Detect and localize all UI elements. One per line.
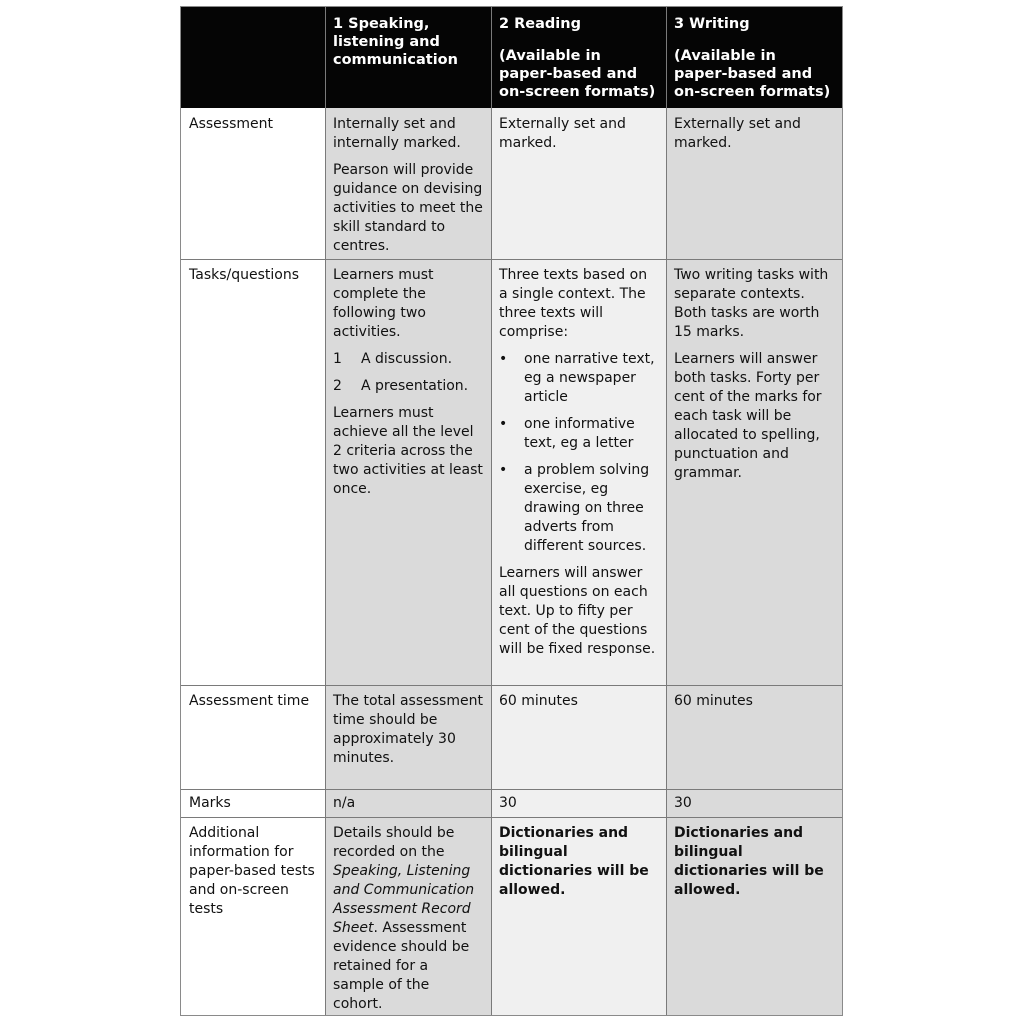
marks-reading xyxy=(491,789,666,817)
list-number: 1 xyxy=(333,351,342,367)
row-label-assessment xyxy=(181,108,325,259)
additional-speaking-post: . Assessment evidence should be retained for a sample of the cohort. xyxy=(333,920,470,1012)
additional-speaking-pre: Details should be recorded on the xyxy=(333,825,455,860)
row-divider xyxy=(181,685,842,686)
column-divider xyxy=(325,7,326,1015)
assessment-writing-text: Externally set and marked. xyxy=(674,116,801,151)
time-reading-text: 60 minutes xyxy=(499,693,578,709)
row-label-tasks xyxy=(181,259,325,685)
tasks-speaking-intro: Learners must complete the following two activities. xyxy=(333,267,434,340)
tasks-reading-outro: Learners will answer all questions on each text. Up to fifty per cent of the questions will be fixed response. xyxy=(499,565,656,657)
list-text: one narrative text, eg a newspaper article xyxy=(524,351,655,405)
list-text: one informative text, eg a letter xyxy=(524,416,635,451)
list-item xyxy=(499,461,658,556)
tasks-reading xyxy=(491,259,666,685)
list-text: A presentation. xyxy=(361,378,469,394)
header-speaking xyxy=(325,7,491,108)
additional-reading xyxy=(491,817,666,1015)
tasks-speaking xyxy=(325,259,491,685)
additional-writing-text: Dictionaries and bilingual dictionaries will be allowed. xyxy=(674,825,824,898)
assessment-table xyxy=(180,6,843,1016)
row-divider xyxy=(181,789,842,790)
additional-reading-text: Dictionaries and bilingual dictionaries will be allowed. xyxy=(499,825,649,898)
assessment-speaking-p2: Pearson will provide guidance on devising activities to meet the skill standard to centres. xyxy=(333,162,483,254)
time-speaking xyxy=(325,685,491,789)
assessment-speaking-p1: Internally set and internally marked. xyxy=(333,116,461,151)
assessment-reading xyxy=(491,108,666,259)
row-divider xyxy=(181,259,842,260)
additional-speaking xyxy=(325,817,491,1015)
time-speaking-text: The total assessment time should be approximately 30 minutes. xyxy=(333,693,483,766)
assessment-speaking xyxy=(325,108,491,259)
marks-writing xyxy=(666,789,842,817)
bullet-icon: • xyxy=(499,416,508,432)
column-divider xyxy=(491,7,492,1015)
column-divider xyxy=(666,7,667,1015)
header-speaking-title: 1 Speaking, listening and communication xyxy=(333,16,458,68)
assessment-label-text: Assessment xyxy=(189,116,273,132)
header-writing-subtitle: (Available in paper-based and on-screen formats) xyxy=(674,48,831,100)
header-reading xyxy=(491,7,666,108)
marks-writing-text: 30 xyxy=(674,795,692,811)
marks-speaking-text: n/a xyxy=(333,795,356,811)
tasks-writing-p1: Two writing tasks with separate contexts. Both tasks are worth 15 marks. xyxy=(674,267,829,340)
tasks-writing xyxy=(666,259,842,685)
list-item xyxy=(499,350,658,407)
list-item xyxy=(333,377,483,396)
record-sheet-title: Speaking, Listening and Communication Assessment Record Sheet xyxy=(333,863,475,936)
time-writing xyxy=(666,685,842,789)
tasks-speaking-outro: Learners must achieve all the level 2 criteria across the two activities at least once. xyxy=(333,405,483,497)
marks-reading-text: 30 xyxy=(499,795,517,811)
tasks-label-text: Tasks/questions xyxy=(189,267,300,283)
list-number: 2 xyxy=(333,378,342,394)
assessment-writing xyxy=(666,108,842,259)
tasks-writing-p2: Learners will answer both tasks. Forty per cent of the marks for each task will be allocated to spelling, punctuation and grammar. xyxy=(674,351,822,481)
time-reading xyxy=(491,685,666,789)
list-text: a problem solving exercise, eg drawing on three adverts from different sources. xyxy=(524,462,650,554)
additional-writing xyxy=(666,817,842,1015)
assessment-reading-text: Externally set and marked. xyxy=(499,116,626,151)
row-label-marks xyxy=(181,789,325,817)
header-writing-title: 3 Writing xyxy=(674,16,750,32)
row-label-additional xyxy=(181,817,325,1015)
time-writing-text: 60 minutes xyxy=(674,693,753,709)
header-writing xyxy=(666,7,842,108)
row-label-time xyxy=(181,685,325,789)
header-reading-subtitle: (Available in paper-based and on-screen formats) xyxy=(499,48,656,100)
row-divider xyxy=(181,817,842,818)
header-reading-title: 2 Reading xyxy=(499,16,581,32)
list-text: A discussion. xyxy=(361,351,453,367)
tasks-reading-intro: Three texts based on a single context. The three texts will comprise: xyxy=(499,267,648,340)
time-label-text: Assessment time xyxy=(189,693,310,709)
list-item xyxy=(333,350,483,369)
header-empty-cell xyxy=(181,7,325,108)
marks-label-text: Marks xyxy=(189,795,231,811)
bullet-icon: • xyxy=(499,462,508,478)
marks-speaking xyxy=(325,789,491,817)
list-item xyxy=(499,415,658,453)
additional-label-text: Additional information for paper-based tests and on-screen tests xyxy=(189,825,315,917)
bullet-icon: • xyxy=(499,351,508,367)
